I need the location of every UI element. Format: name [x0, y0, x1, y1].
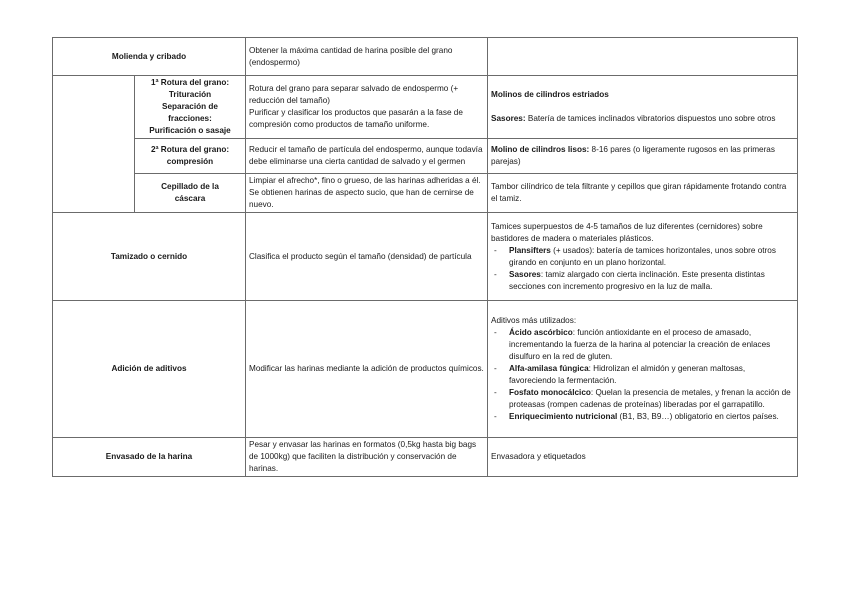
- item-text: : tamiz alargado con cierta inclinación. Este presenta distintas secciones con incremento progresivo en la luz de malla.: [509, 269, 765, 291]
- step-cell: [53, 213, 246, 301]
- item-text: : Hidrolizan el almidón y generan maltosas, favoreciendo la fermentación.: [509, 364, 746, 385]
- substep-line: 1ª Rotura del grano:: [150, 78, 230, 87]
- substep-line: 2ª Rotura del grano:: [150, 145, 230, 154]
- table-row: [53, 139, 798, 174]
- purpose-cell: [246, 438, 488, 477]
- item-term: Plansifters: [509, 245, 551, 255]
- substep-cell: [135, 174, 246, 213]
- item-text: (B1, B3, B9…) obligatorio en ciertos países.: [617, 412, 779, 421]
- equipment-list: [491, 327, 794, 423]
- substep-line: Trituración: [168, 90, 212, 99]
- equipment-cell: [488, 139, 798, 174]
- substep-cell: [135, 76, 246, 139]
- purpose-cell: [246, 174, 488, 213]
- substep-line: fracciones:: [168, 114, 212, 123]
- list-item: [491, 363, 794, 387]
- purpose-cell: [246, 38, 488, 76]
- list-item: [491, 387, 794, 411]
- equipment-text: Envasadora y etiquetados: [491, 452, 586, 461]
- item-term: Sasores: [509, 269, 541, 279]
- equipment-cell: [488, 301, 798, 438]
- equipment-term: Molino de cilindros lisos:: [491, 145, 590, 154]
- purpose-text: Obtener la máxima cantidad de harina posible del grano (endospermo): [249, 45, 453, 67]
- step-label: Molienda y cribado: [111, 51, 187, 61]
- table-row: [53, 174, 798, 213]
- substep-line: Separación de: [162, 102, 218, 111]
- purpose-text: Limpiar el afrecho*, fino o grueso, de las harinas adheridas a él. Se obtienen harinas de aspecto sucio, que han de cernirse de nuevo.: [249, 176, 481, 209]
- item-text: : Quelan la presencia de metales, y frenan la acción de proteasas (rompen cadenas de proteínas) liberadas por el garrapatillo.: [509, 388, 791, 409]
- purpose-cell: [246, 301, 488, 438]
- item-text: (+ usados): batería de tamices horizontales, unos sobre otros girando en conjunto en un plano horizontal.: [509, 245, 776, 267]
- equipment-desc: 8-16 pares (o ligeramente rugosos en las primeras parejas): [491, 145, 775, 166]
- equipment-cell: [488, 38, 798, 76]
- equipment-text: [491, 113, 794, 125]
- equipment-text: Tambor cilíndrico de tela filtrante y cepillos que giran rápidamente frotando contra el tamiz.: [491, 182, 787, 203]
- item-term: Alfa-amilasa fúngica: [509, 364, 589, 373]
- blank-cell: [53, 76, 135, 213]
- equipment-intro: Aditivos más utilizados:: [491, 316, 577, 325]
- purpose-cell: [246, 139, 488, 174]
- process-table: [52, 37, 798, 477]
- substep-line: Cepillado de la: [161, 182, 219, 191]
- list-item: [491, 411, 794, 423]
- list-item: [491, 327, 794, 363]
- purpose-text: Modificar las harinas mediante la adición de productos químicos.: [249, 364, 484, 373]
- table-row: [53, 301, 798, 438]
- purpose-text: Rotura del grano para separar salvado de endospermo (+ reducción del tamaño): [249, 84, 459, 105]
- purpose-text: Reducir el tamaño de partícula del endospermo, aunque todavía debe eliminarse una cierta cantidad de salvado y el germen: [249, 145, 483, 166]
- table-row: [53, 438, 798, 477]
- equipment-intro: Tamices superpuestos de 4-5 tamaños de luz diferentes (cernidores) sobre bastidores de madera o materiales plásticos.: [491, 221, 763, 243]
- substep-line: cáscara: [174, 194, 206, 203]
- purpose-cell: [246, 213, 488, 301]
- equipment-title: Molinos de cilindros estriados: [491, 90, 609, 99]
- substep-line: compresión: [166, 157, 214, 166]
- table-row: [53, 38, 798, 76]
- equipment-cell: [488, 174, 798, 213]
- purpose-cell: [246, 76, 488, 139]
- purpose-text: Pesar y envasar las harinas en formatos (0,5kg hasta big bags de 1000kg) que faciliten la distribución y conservación de harinas.: [249, 440, 477, 473]
- list-item: [491, 245, 794, 269]
- equipment-term: Sasores:: [491, 114, 526, 123]
- equipment-cell: [488, 213, 798, 301]
- table-row: [53, 213, 798, 301]
- equipment-cell: [488, 438, 798, 477]
- step-label: Adición de aditivos: [111, 364, 187, 373]
- purpose-text: Purificar y clasificar los productos que pasarán a la fase de compresión como productos de tamaño uniforme.: [249, 108, 463, 129]
- step-label: Envasado de la harina: [105, 452, 193, 461]
- substep-cell: [135, 139, 246, 174]
- item-term: Enriquecimiento nutricional: [509, 412, 618, 421]
- table-row: [53, 76, 798, 139]
- step-cell: [53, 301, 246, 438]
- step-label: Tamizado o cernido: [110, 251, 188, 261]
- list-item: [491, 269, 794, 293]
- item-text: : función antioxidante en el proceso de amasado, incrementando la fuerza de la harina al potenciar la creación de enlaces disulfuro en la red de gluten.: [509, 328, 771, 361]
- step-cell: [53, 38, 246, 76]
- item-term: Ácido ascórbico: [509, 328, 573, 337]
- equipment-desc: Batería de tamices inclinados vibratorios dispuestos uno sobre otros: [525, 114, 776, 123]
- purpose-text: Clasifica el producto según el tamaño (densidad) de partícula: [249, 251, 472, 261]
- item-term: Fosfato monocálcico: [509, 388, 591, 397]
- equipment-cell: [488, 76, 798, 139]
- equipment-list: [491, 245, 794, 293]
- substep-line: Purificación o sasaje: [149, 126, 231, 135]
- step-cell: [53, 438, 246, 477]
